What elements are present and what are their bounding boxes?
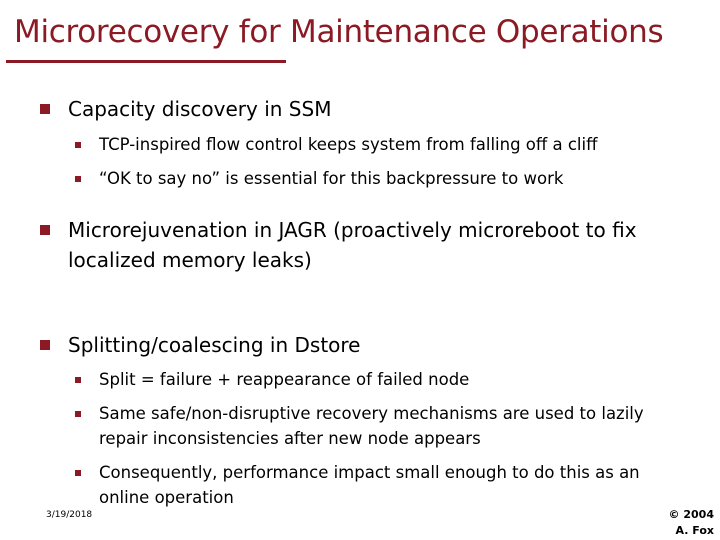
subbullet-text: “OK to say no” is essential for this backpressure to work [99, 169, 564, 188]
footer-copyright [669, 507, 714, 539]
subbullet-text-line2: repair inconsistencies after new node appears [99, 429, 481, 448]
bullet-square-icon [40, 104, 50, 114]
subbullet-square-icon [75, 377, 81, 383]
bullet-square-icon [40, 340, 50, 350]
subbullet-text-line2: online operation [99, 488, 234, 507]
subbullet-text-line1: Same safe/non-disruptive recovery mechanisms are used to lazily [99, 404, 644, 423]
copyright-year: © 2004 [668, 508, 714, 521]
subbullet-text-line1: Consequently, performance impact small enough to do this as an [99, 463, 640, 482]
subbullet-text: TCP-inspired flow control keeps system from falling off a cliff [99, 135, 598, 154]
subbullet-text: Split = failure + reappearance of failed node [99, 370, 470, 389]
copyright-author: A. Fox [675, 524, 714, 537]
subbullet-square-icon [75, 142, 81, 148]
bullet-square-icon [40, 225, 50, 235]
bullet-text: Capacity discovery in SSM [68, 97, 332, 121]
bullet-text-line2: localized memory leaks) [68, 248, 312, 272]
subbullet-square-icon [75, 411, 81, 417]
title-underline [6, 60, 286, 63]
slide-title: Microrecovery for Maintenance Operations [14, 14, 664, 50]
subbullet-square-icon [75, 176, 81, 182]
subbullet-square-icon [75, 470, 81, 476]
bullet-text: Splitting/coalescing in Dstore [68, 333, 361, 357]
bullet-text-line1: Microrejuvenation in JAGR (proactively microreboot to fix [68, 218, 637, 242]
footer-date: 3/19/2018 [46, 510, 93, 520]
